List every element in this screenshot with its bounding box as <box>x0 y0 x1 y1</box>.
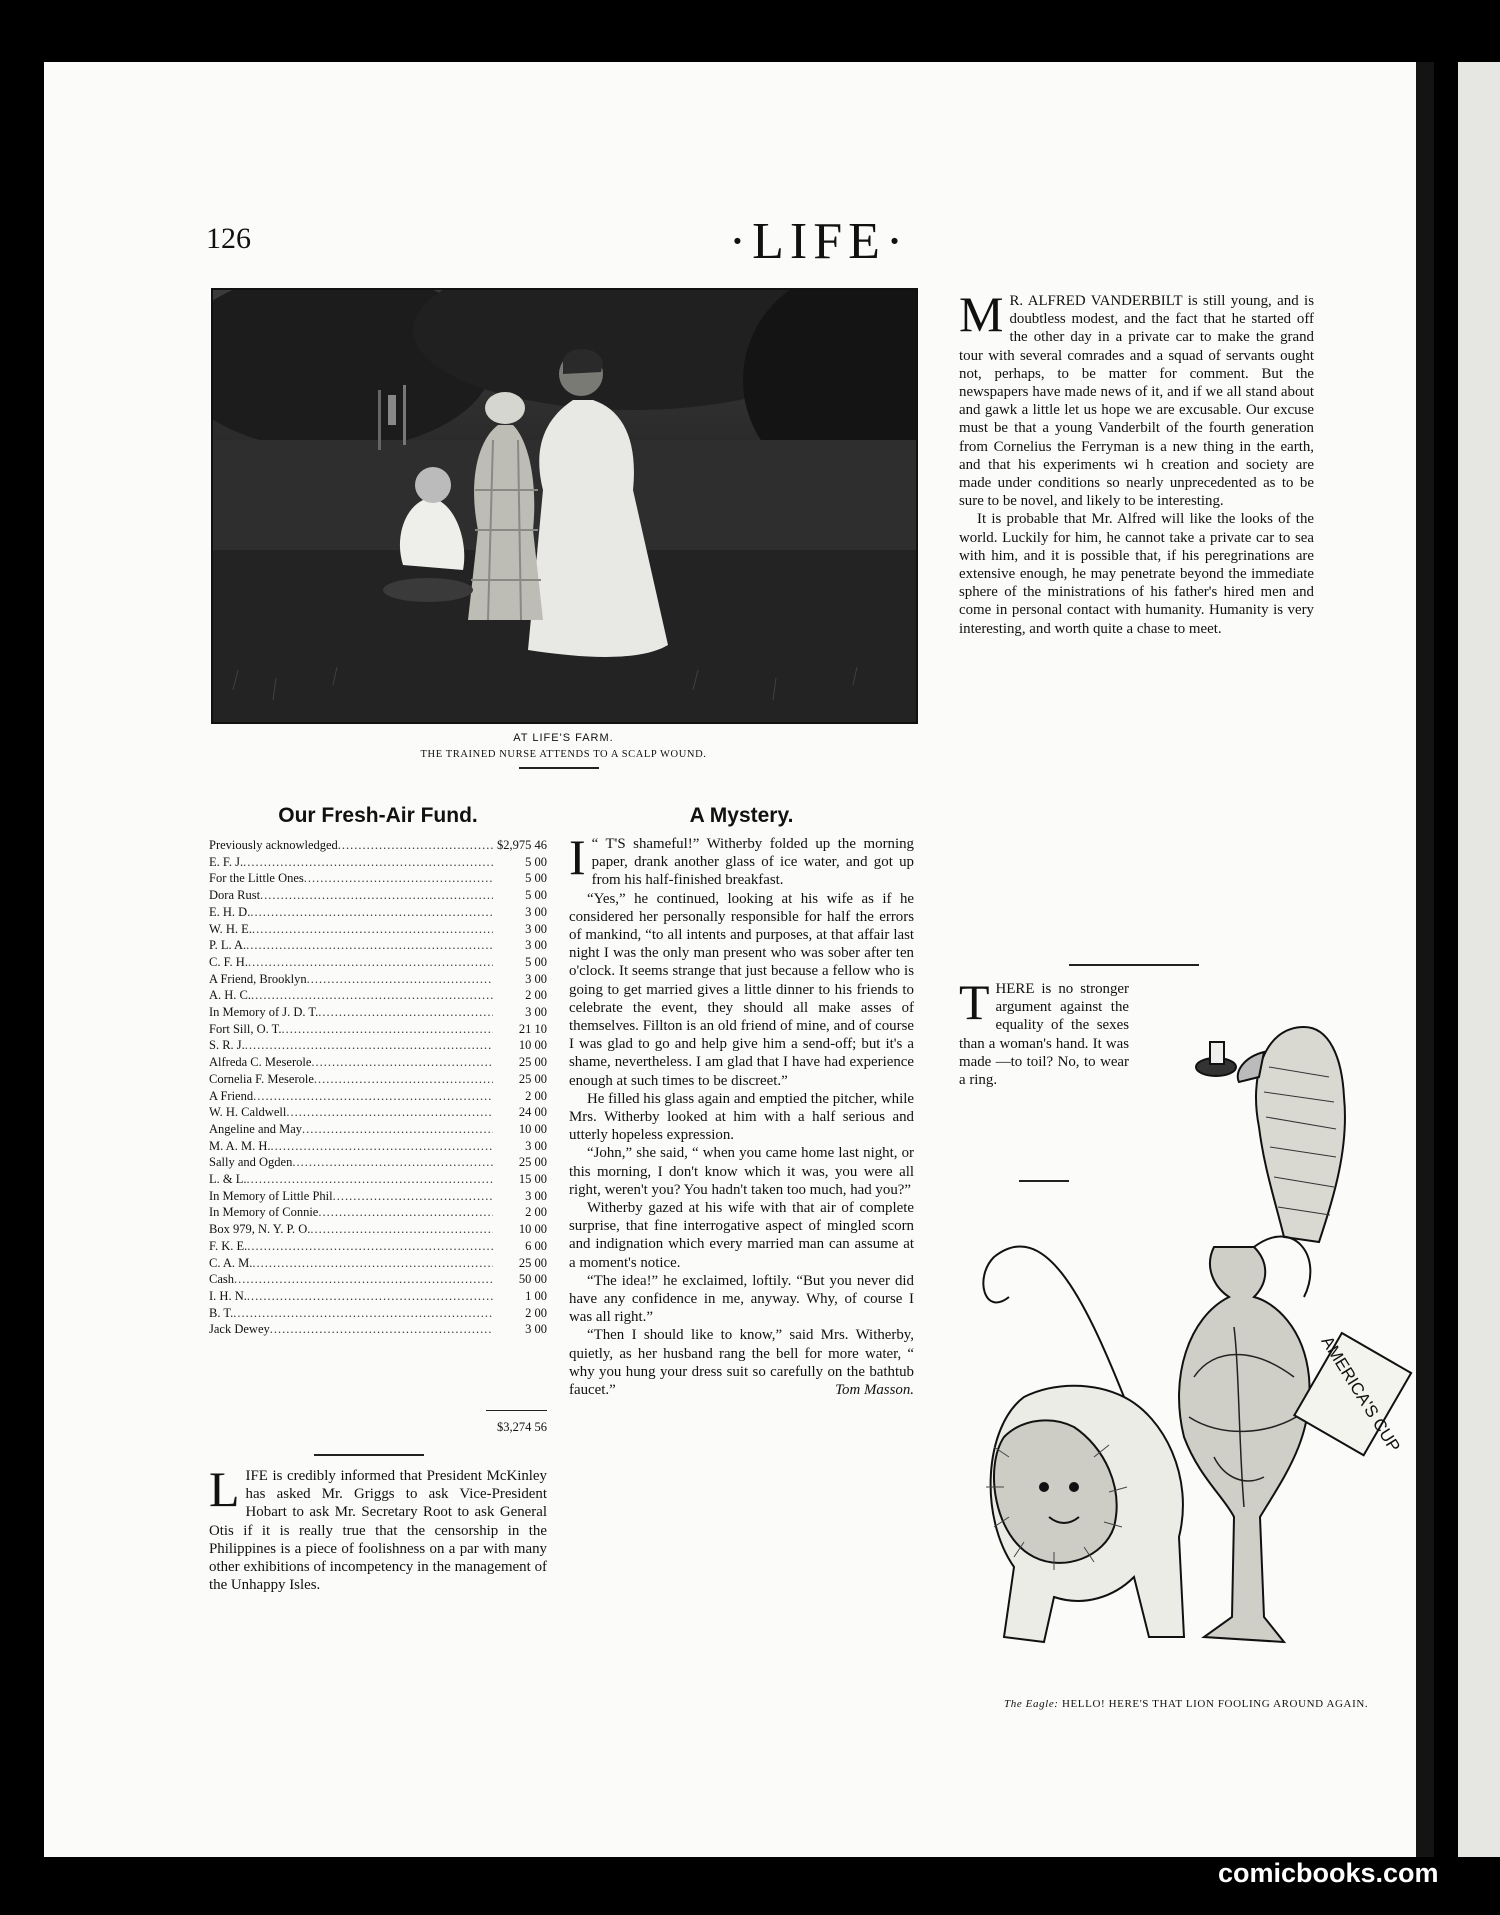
fund-entry <box>209 854 547 871</box>
fund-entry-amount: 2 00 <box>525 988 547 1003</box>
fund-entry-amount: 5 00 <box>525 871 547 886</box>
fund-entry-name: A. H. C. <box>209 988 252 1003</box>
fund-entry <box>209 937 547 954</box>
leader-dots <box>247 1238 493 1255</box>
fund-entry-amount: 2 00 <box>525 1205 547 1220</box>
mystery-signature: Tom Masson. <box>835 1382 914 1399</box>
leader-dots <box>247 1171 494 1188</box>
watermark: comicbooks.com <box>1218 1858 1439 1888</box>
fund-entry-amount: 3 00 <box>525 938 547 953</box>
fund-entry-amount: 3 00 <box>525 1322 547 1337</box>
fund-entry <box>209 870 547 887</box>
fund-entry <box>209 1054 547 1071</box>
leader-dots <box>234 1271 493 1288</box>
fund-entry-amount: 3 00 <box>525 921 547 936</box>
vanderbilt-article <box>959 286 1314 638</box>
fund-entry-name: Cash <box>209 1272 234 1287</box>
mystery-title: A Mystery. <box>689 804 794 827</box>
page-number: 126 <box>206 222 251 255</box>
fund-entry-amount: 10 00 <box>518 1038 547 1053</box>
photo-illustration <box>213 290 916 722</box>
vanderbilt-paragraph: It is probable that Mr. Alfred will like the looks of the world. Luckily for him, he cannot take a private car to sea with him, and it is possible that, if his peregrinations are extensive enough, he may penetrate beyond the immediate sphere of the ministrations of his father's hired men and come in personal contact with humanity. Humanity is very interesting, and worth quite a chase to meet. <box>959 511 1314 637</box>
leader-dots <box>250 904 493 921</box>
fund-entry-amount: 3 00 <box>525 1005 547 1020</box>
mystery-opening: “ T'S shameful!” Witherby folded up the morning paper, drank another glass of ice water, and got up from his half-finished breakfast. <box>591 836 914 889</box>
fund-entry-name: E. H. D. <box>209 904 251 919</box>
leader-dots <box>310 1221 493 1238</box>
fund-entry-amount: 25 00 <box>518 1155 547 1170</box>
fund-entry-amount: 5 00 <box>525 854 547 869</box>
ewer-trophy <box>1179 1247 1310 1642</box>
fund-entry-name: In Memory of Little Phil <box>209 1188 333 1203</box>
magazine-page <box>44 62 1434 1857</box>
leader-dots <box>270 1138 493 1155</box>
fund-entry-amount: 1 00 <box>525 1288 547 1303</box>
vanderbilt-initial: M <box>959 286 1004 342</box>
life-note <box>209 1461 547 1594</box>
fund-entry <box>209 1305 547 1322</box>
life-note-text: IFE is credibly informed that President McKinley has asked Mr. Griggs to ask Vice-President Hobart to ask Mr. Secretary Root to ask General Otis if it is really true that the censorship in the Philippines is a piece of foolishness on a par with many other exhibitions of incompetency in the management of the Unhappy Isles. <box>209 1468 547 1594</box>
fund-total: $3,274 56 <box>497 1420 547 1434</box>
there-text: HERE is no stronger argument against the equality of the sexes than a woman's hand. It was made —to toil? No, to wear a ring. <box>959 981 1129 1089</box>
mystery-paragraph: “John,” she said, “ when you came home last night, or this morning, I don't know which it was, you were all right, weren't you? You hadn't taken too much, had you?” <box>569 1145 914 1198</box>
fund-entry-name: Jack Dewey <box>209 1322 270 1337</box>
fund-entry <box>209 1121 547 1138</box>
fund-entry <box>209 1171 547 1188</box>
leader-dots <box>311 1054 493 1071</box>
leader-dots <box>243 854 493 871</box>
americas-cup-tag-label: AMERICA'S CUP <box>1317 1332 1404 1456</box>
leader-dots <box>246 937 493 954</box>
cartoon-caption-text: HELLO! HERE'S THAT LION FOOLING AROUND AGAIN. <box>1061 1698 1369 1710</box>
fund-entry-name: Fort Sill, O. T. <box>209 1021 282 1036</box>
fund-entry <box>209 837 547 854</box>
leader-dots <box>318 1004 493 1021</box>
fund-divider <box>314 1454 424 1456</box>
fund-entry-amount: 3 00 <box>525 1138 547 1153</box>
fund-list <box>209 837 547 1338</box>
leader-dots <box>318 1204 493 1221</box>
photo-caption-title: AT LIFE'S FARM. <box>513 732 614 744</box>
fund-entry-name: B. T. <box>209 1305 234 1320</box>
leader-dots <box>286 1104 493 1121</box>
fund-entry <box>209 1288 547 1305</box>
fund-entry-amount: 15 00 <box>518 1172 547 1187</box>
fund-entry-name: C. A. M. <box>209 1255 253 1270</box>
mystery-last-text: “Then I should like to know,” said Mrs. Witherby, quietly, as her husband rang the bell for more water, “ why you hung your dress suit so carefully on the bathtub faucet.” <box>569 1327 914 1399</box>
fund-entry-name: I. H. N. <box>209 1288 247 1303</box>
leader-dots <box>245 1037 493 1054</box>
fund-entry-amount: 25 00 <box>518 1255 547 1270</box>
leader-dots <box>260 887 493 904</box>
cartoon-caption <box>1004 1697 1374 1712</box>
leader-dots <box>270 1321 493 1338</box>
fund-entry-name: Previously acknowledged <box>209 838 338 852</box>
fund-entry-amount: 50 00 <box>518 1272 547 1287</box>
fund-entry <box>209 954 547 971</box>
fund-entry-amount: 2 00 <box>525 1088 547 1103</box>
mystery-paragraph: Witherby gazed at his wife with that air of complete surprise, that fine interrogative aspect of mingled scorn and indignation which every married man can assume at a moment's notice. <box>569 1200 914 1271</box>
fund-entry-amount: 6 00 <box>525 1238 547 1253</box>
fund-entry <box>209 1154 547 1171</box>
fund-entry-name: W. H. Caldwell <box>209 1105 287 1120</box>
life-note-initial: L <box>209 1461 240 1517</box>
cartoon-speaker: The Eagle: <box>1004 1698 1059 1710</box>
mystery-initial: I <box>569 829 586 885</box>
fund-entry <box>209 887 547 904</box>
fund-entry-name: P. L. A. <box>209 938 247 953</box>
farm-photograph <box>211 288 918 724</box>
fund-entry-name: A Friend, Brooklyn <box>209 971 307 986</box>
caption-divider <box>519 767 599 769</box>
fund-entry-amount: 5 00 <box>525 954 547 969</box>
leader-dots <box>251 987 493 1004</box>
mystery-paragraph <box>569 1326 914 1399</box>
leader-dots <box>304 870 493 887</box>
fund-entry <box>209 1104 547 1121</box>
fund-entry-name: S. R. J. <box>209 1038 245 1053</box>
fund-entry-name: W. H. E. <box>209 921 252 936</box>
fund-entry-name: C. F. H. <box>209 954 248 969</box>
fund-entry <box>209 1004 547 1021</box>
fund-entry-name: In Memory of Connie <box>209 1205 319 1220</box>
fund-total-rule <box>486 1410 547 1411</box>
fund-entry-amount: 24 00 <box>518 1105 547 1120</box>
fund-entry-name: Angeline and May <box>209 1121 303 1136</box>
leader-dots <box>302 1121 493 1138</box>
leader-dots <box>314 1071 493 1088</box>
eagle-figure <box>1256 1027 1345 1242</box>
fund-entry-amount: $2,975 46 <box>497 838 547 852</box>
fund-entry <box>209 1255 547 1272</box>
fund-entry <box>209 1238 547 1255</box>
fund-entry <box>209 987 547 1004</box>
fund-entry-name: Sally and Ogden <box>209 1155 293 1170</box>
leader-dots <box>248 954 493 971</box>
photo-caption-subtitle: THE TRAINED NURSE ATTENDS TO A SCALP WOUND. <box>420 749 707 760</box>
fund-entry-name: In Memory of J. D. T. <box>209 1005 319 1020</box>
eagle-lion-cartoon <box>964 997 1424 1687</box>
leader-dots <box>333 1188 493 1205</box>
fund-entry <box>209 1071 547 1088</box>
vanderbilt-text: R. ALFRED VANDERBILT is still young, and is doubtless modest, and the fact that he started off the other day in a private car to make the grand tour with several comrades and a squad of servants ought not, perhaps, to be matter for comment. But the newspapers have made news of it, and if we all stand about and gawk a little let us hope we are excusable. Our excuse must be that a young Vanderbilt of the fourth generation from Cornelius the Ferryman is a new thing in the earth, and that his experiments wi h creation and society are made under conditions so nearly unprecedented as to be sure to be novel, and likely to be interesting. <box>959 293 1314 510</box>
fund-entry <box>209 1088 547 1105</box>
fund-entry-name: Box 979, N. Y. P. O. <box>209 1222 311 1237</box>
fund-entry-amount: 25 00 <box>518 1071 547 1086</box>
leader-dots <box>307 971 493 988</box>
fund-entry-amount: 3 00 <box>525 971 547 986</box>
mystery-paragraph: He filled his glass again and emptied the pitcher, while Mrs. Witherby looked at him with a half serious and utterly hopeless expression. <box>569 1090 914 1144</box>
fund-entry <box>209 1021 547 1038</box>
fund-entry-amount: 5 00 <box>525 888 547 903</box>
fund-entry-name: Dora Rust <box>209 888 261 903</box>
fund-entry-name: F. K. E. <box>209 1238 248 1253</box>
leader-dots <box>281 1021 493 1038</box>
fund-entry-name: For the Little Ones <box>209 871 304 886</box>
fund-entry <box>209 1271 547 1288</box>
fund-entry <box>209 1138 547 1155</box>
leader-dots <box>292 1154 493 1171</box>
fund-entry-amount: 2 00 <box>525 1305 547 1320</box>
fund-entry <box>209 921 547 938</box>
mystery-paragraph: “The idea!” he exclaimed, loftily. “But you never did have any confidence in me, anyway. Why, of course I was all right.” <box>569 1272 914 1326</box>
fund-entry <box>209 971 547 988</box>
fund-entry <box>209 1221 547 1238</box>
fund-entry-amount: 25 00 <box>518 1055 547 1070</box>
fund-entry-amount: 3 00 <box>525 1188 547 1203</box>
leader-dots <box>252 921 493 938</box>
fund-entry-name: L. & L. <box>209 1172 247 1187</box>
fund-entry <box>209 1188 547 1205</box>
leader-dots <box>247 1288 493 1305</box>
fund-entry <box>209 1037 547 1054</box>
fund-entry-amount: 21 10 <box>518 1021 547 1036</box>
fund-entry-name: Alfreda C. Meserole <box>209 1055 312 1070</box>
fund-entry-amount: 3 00 <box>525 904 547 919</box>
fund-entry-name: A Friend <box>209 1088 254 1103</box>
right-column-divider <box>1069 964 1199 966</box>
fund-entry <box>209 1321 547 1338</box>
fund-entry-name: Cornelia F. Meserole <box>209 1071 314 1086</box>
next-page-edge <box>1458 62 1500 1857</box>
fund-entry-amount: 10 00 <box>518 1222 547 1237</box>
leader-dots <box>252 1255 493 1272</box>
fund-entry-name: E. F. J. <box>209 854 244 869</box>
masthead: ·LIFE· <box>728 213 910 270</box>
leader-dots <box>338 837 493 854</box>
fund-title: Our Fresh-Air Fund. <box>278 804 478 827</box>
fund-entry <box>209 904 547 921</box>
fund-entry-amount: 10 00 <box>518 1121 547 1136</box>
fund-entry-name: M. A. M. H. <box>209 1138 271 1153</box>
leader-dots <box>253 1088 493 1105</box>
mystery-paragraph: “Yes,” he continued, looking at his wife as if he considered her personally responsible for half the errors of mankind, “to all intents and purposes, at that affair last night I was the only man present who was sober after ten o'clock. It seems strange that just because a fellow who is going to get married gives a little dinner to his friends to celebrate the event, they should all make asses of themselves. Fillton is an old friend of mine, and of course I was glad to go and help give him a send-off; but it's a shame, nevertheless. I am glad that I have had experience enough at such times to be discreet.” <box>569 890 914 1089</box>
fund-entry <box>209 1204 547 1221</box>
mystery-story <box>569 829 914 1399</box>
leader-dots <box>233 1305 493 1322</box>
there-initial: T <box>959 974 990 1030</box>
